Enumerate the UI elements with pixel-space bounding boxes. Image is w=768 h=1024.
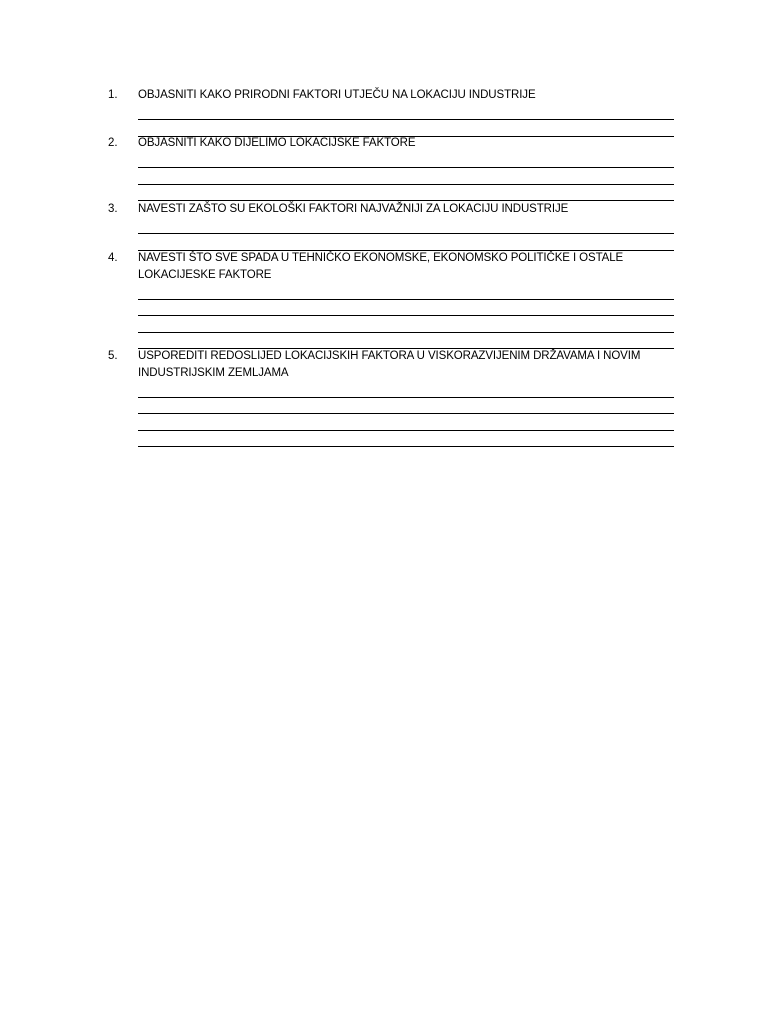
question-number: 3. <box>108 203 118 215</box>
question-3 <box>108 201 678 251</box>
answer-line <box>138 414 674 431</box>
answer-line <box>138 218 674 235</box>
question-text: NAVESTI ZAŠTO SU EKOLOŠKI FAKTORI NAJVAŽNIJI ZA LOKACIJU INDUSTRIJE <box>138 203 569 215</box>
question-4 <box>108 250 678 349</box>
answer-line <box>138 316 674 333</box>
answer-lines <box>108 218 678 251</box>
question-5 <box>108 348 678 447</box>
question-text: USPOREDITI REDOSLIJED LOKACIJSKIH FAKTORA U VISKORAZVIJENIM DRŽAVAMA I NOVIM INDUSTRIJSKIM ZEMLJAMA <box>138 350 641 379</box>
answer-line <box>138 300 674 317</box>
answer-line <box>138 104 674 121</box>
question-number: 2. <box>108 137 118 149</box>
answer-line <box>138 168 674 185</box>
answer-lines <box>108 283 678 349</box>
answer-line <box>138 185 674 202</box>
question-number: 4. <box>108 252 118 264</box>
question-number: 5. <box>108 350 118 362</box>
question-text: NAVESTI ŠTO SVE SPADA U TEHNIČKO EKONOMSKE, EKONOMSKO POLITIČKE I OSTALE LOKACIJESKE FAKTORE <box>138 252 624 281</box>
question-text: OBJASNITI KAKO DIJELIMO LOKACIJSKE FAKTORE <box>138 137 416 149</box>
question-2 <box>108 135 678 201</box>
answer-line <box>138 333 674 350</box>
answer-line <box>138 234 674 251</box>
question-text: OBJASNITI KAKO PRIRODNI FAKTORI UTJEČU NA LOKACIJU INDUSTRIJE <box>138 89 536 101</box>
answer-line <box>138 152 674 169</box>
answer-line <box>138 283 674 300</box>
answer-line <box>138 381 674 398</box>
question-1 <box>108 87 678 137</box>
answer-lines <box>108 152 678 202</box>
answer-line <box>138 398 674 415</box>
answer-lines <box>108 381 678 447</box>
question-number: 1. <box>108 89 118 101</box>
answer-line <box>138 431 674 448</box>
answer-lines <box>108 104 678 137</box>
